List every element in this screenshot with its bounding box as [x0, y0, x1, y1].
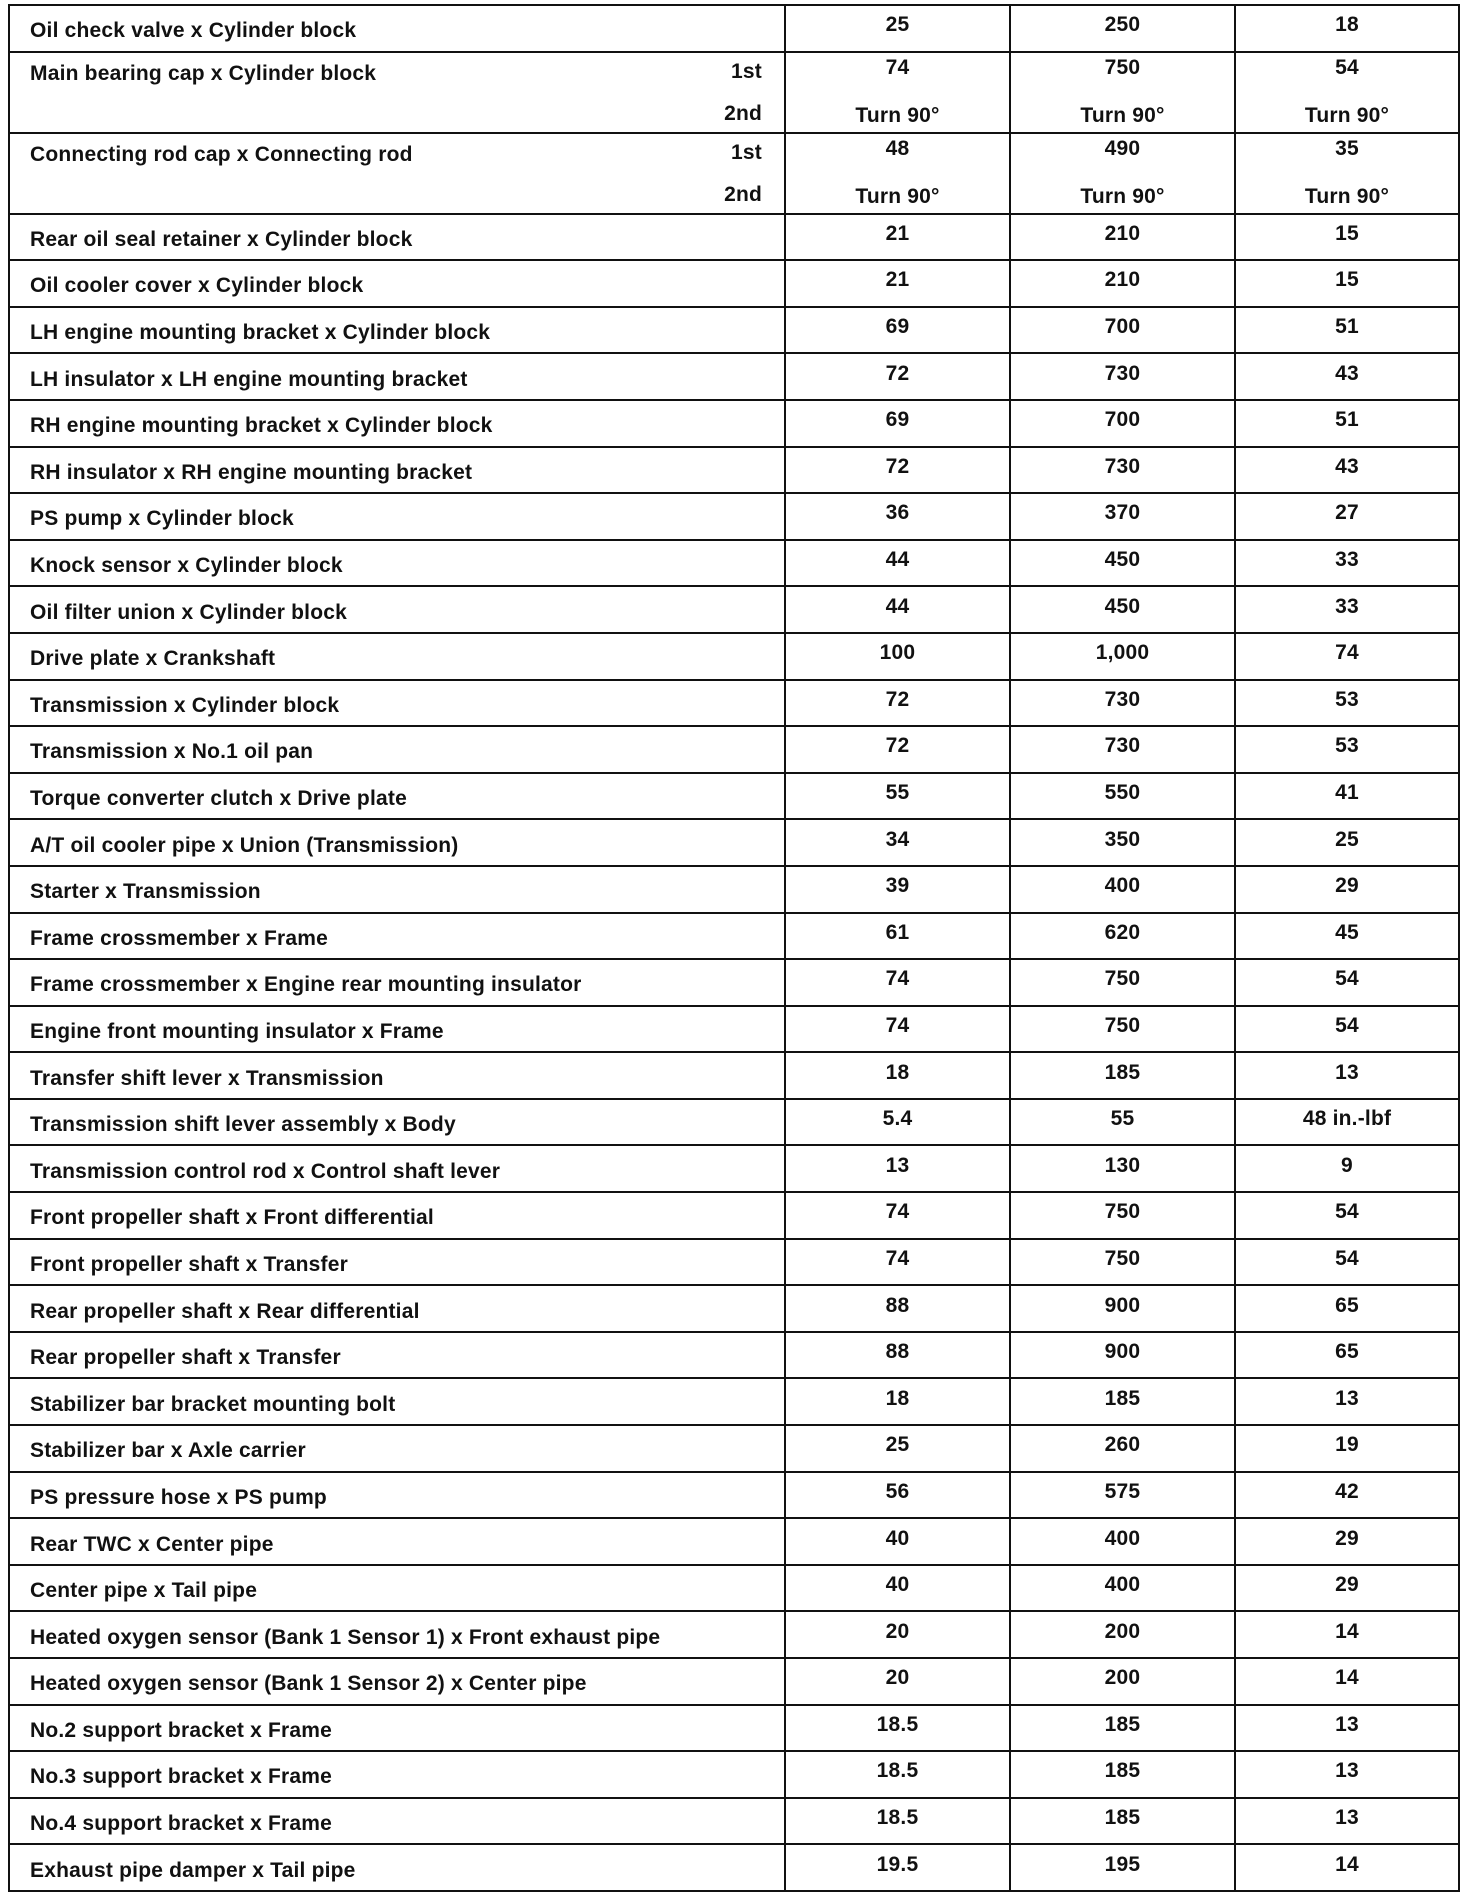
torque-ft-lbf-cell: 45	[1235, 913, 1459, 960]
torque-nm-cell	[785, 52, 1010, 133]
part-name-cell: Transmission shift lever assembly x Body	[9, 1099, 785, 1146]
table-row	[9, 866, 1459, 913]
table-row	[9, 1844, 1459, 1891]
table-row	[9, 1658, 1459, 1705]
part-name-cell: LH insulator x LH engine mounting bracket	[9, 353, 785, 400]
torque-ft-lbf-cell: 65	[1235, 1332, 1459, 1379]
part-name-cell: RH engine mounting bracket x Cylinder block	[9, 400, 785, 447]
torque-ft-lbf-cell: 13	[1235, 1052, 1459, 1099]
torque-nm-cell: 72	[785, 353, 1010, 400]
torque-kgf-cm-cell: 400	[1010, 1518, 1235, 1565]
torque-nm-cell: 19.5	[785, 1844, 1010, 1891]
torque-kgf-cm-cell: 185	[1010, 1798, 1235, 1845]
torque-kgf-cm-cell: 700	[1010, 307, 1235, 354]
step-values	[1011, 56, 1234, 128]
table-row	[9, 5, 1459, 52]
torque-ft-lbf-cell: 13	[1235, 1798, 1459, 1845]
table-row	[9, 214, 1459, 261]
torque-nm-cell: 13	[785, 1145, 1010, 1192]
table-row	[9, 52, 1459, 133]
torque-table-body	[9, 5, 1459, 1891]
torque-ft-lbf-cell: 13	[1235, 1705, 1459, 1752]
torque-nm-cell: 34	[785, 819, 1010, 866]
torque-kgf-cm-cell: 185	[1010, 1705, 1235, 1752]
step-value: 35	[1335, 137, 1359, 161]
tightening-steps	[724, 56, 784, 128]
part-name-cell: Stabilizer bar bracket mounting bolt	[9, 1378, 785, 1425]
part-name-cell: Heated oxygen sensor (Bank 1 Sensor 2) x Center pipe	[9, 1658, 785, 1705]
part-name-cell: Oil cooler cover x Cylinder block	[9, 260, 785, 307]
part-name-cell: Knock sensor x Cylinder block	[9, 540, 785, 587]
table-row	[9, 586, 1459, 633]
torque-nm-cell: 40	[785, 1518, 1010, 1565]
step-values	[1011, 137, 1234, 209]
torque-ft-lbf-cell: 43	[1235, 353, 1459, 400]
torque-kgf-cm-cell: 750	[1010, 1239, 1235, 1286]
torque-nm-cell: 74	[785, 1192, 1010, 1239]
part-name-wrap	[30, 137, 784, 209]
torque-nm-cell: 61	[785, 913, 1010, 960]
torque-nm-cell: 44	[785, 540, 1010, 587]
table-row	[9, 1472, 1459, 1519]
torque-ft-lbf-cell: 25	[1235, 819, 1459, 866]
torque-kgf-cm-cell	[1010, 133, 1235, 214]
table-row	[9, 307, 1459, 354]
table-row	[9, 1192, 1459, 1239]
step-values	[786, 56, 1009, 128]
torque-nm-cell: 74	[785, 1006, 1010, 1053]
torque-kgf-cm-cell: 575	[1010, 1472, 1235, 1519]
torque-nm-cell: 18	[785, 1378, 1010, 1425]
torque-kgf-cm-cell: 1,000	[1010, 633, 1235, 680]
part-name-cell: Rear propeller shaft x Rear differential	[9, 1285, 785, 1332]
torque-kgf-cm-cell: 750	[1010, 1192, 1235, 1239]
torque-ft-lbf-cell: 13	[1235, 1751, 1459, 1798]
part-name-cell: Frame crossmember x Frame	[9, 913, 785, 960]
torque-ft-lbf-cell: 29	[1235, 1565, 1459, 1612]
step-value: 74	[885, 56, 910, 80]
torque-nm-cell: 56	[785, 1472, 1010, 1519]
table-row	[9, 260, 1459, 307]
part-name-cell: PS pump x Cylinder block	[9, 493, 785, 540]
torque-ft-lbf-cell: 51	[1235, 307, 1459, 354]
torque-ft-lbf-cell: 54	[1235, 1192, 1459, 1239]
torque-ft-lbf-cell: 19	[1235, 1425, 1459, 1472]
torque-ft-lbf-cell: 43	[1235, 447, 1459, 494]
torque-kgf-cm-cell: 250	[1010, 5, 1235, 52]
table-row	[9, 773, 1459, 820]
step-value: 750	[1104, 56, 1141, 80]
part-name-cell: Drive plate x Crankshaft	[9, 633, 785, 680]
table-row	[9, 493, 1459, 540]
table-row	[9, 726, 1459, 773]
torque-kgf-cm-cell: 750	[1010, 1006, 1235, 1053]
torque-kgf-cm-cell: 350	[1010, 819, 1235, 866]
torque-kgf-cm-cell: 400	[1010, 866, 1235, 913]
torque-kgf-cm-cell: 370	[1010, 493, 1235, 540]
step-value: 54	[1335, 56, 1359, 80]
torque-kgf-cm-cell: 200	[1010, 1658, 1235, 1705]
table-row	[9, 680, 1459, 727]
torque-nm-cell: 88	[785, 1285, 1010, 1332]
part-name-cell: No.3 support bracket x Frame	[9, 1751, 785, 1798]
table-row	[9, 1798, 1459, 1845]
step-value: Turn 90°	[1304, 185, 1390, 209]
torque-nm-cell: 74	[785, 959, 1010, 1006]
torque-ft-lbf-cell: 33	[1235, 540, 1459, 587]
torque-nm-cell: 44	[785, 586, 1010, 633]
part-name-cell: Engine front mounting insulator x Frame	[9, 1006, 785, 1053]
torque-ft-lbf-cell: 53	[1235, 680, 1459, 727]
torque-nm-cell: 25	[785, 5, 1010, 52]
part-name-cell	[9, 133, 785, 214]
torque-ft-lbf-cell: 54	[1235, 959, 1459, 1006]
table-row	[9, 913, 1459, 960]
table-row	[9, 633, 1459, 680]
torque-nm-cell: 21	[785, 260, 1010, 307]
torque-kgf-cm-cell: 900	[1010, 1332, 1235, 1379]
step-values	[786, 137, 1009, 209]
torque-kgf-cm-cell: 185	[1010, 1378, 1235, 1425]
torque-kgf-cm-cell: 400	[1010, 1565, 1235, 1612]
torque-ft-lbf-cell	[1235, 133, 1459, 214]
torque-kgf-cm-cell: 730	[1010, 680, 1235, 727]
torque-kgf-cm-cell: 750	[1010, 959, 1235, 1006]
torque-kgf-cm-cell: 550	[1010, 773, 1235, 820]
torque-ft-lbf-cell: 15	[1235, 260, 1459, 307]
table-row	[9, 1611, 1459, 1658]
torque-ft-lbf-cell: 41	[1235, 773, 1459, 820]
table-row	[9, 1565, 1459, 1612]
part-name-cell: Center pipe x Tail pipe	[9, 1565, 785, 1612]
part-name-cell: Transmission control rod x Control shaft lever	[9, 1145, 785, 1192]
torque-kgf-cm-cell: 450	[1010, 586, 1235, 633]
torque-kgf-cm-cell: 730	[1010, 353, 1235, 400]
part-name-cell: Front propeller shaft x Front differential	[9, 1192, 785, 1239]
torque-ft-lbf-cell: 54	[1235, 1239, 1459, 1286]
torque-nm-cell: 25	[785, 1425, 1010, 1472]
torque-kgf-cm-cell: 730	[1010, 726, 1235, 773]
torque-nm-cell: 100	[785, 633, 1010, 680]
torque-kgf-cm-cell: 450	[1010, 540, 1235, 587]
step-value: Turn 90°	[1080, 185, 1165, 209]
step-values	[1236, 137, 1458, 209]
torque-kgf-cm-cell: 210	[1010, 214, 1235, 261]
part-name-cell: Torque converter clutch x Drive plate	[9, 773, 785, 820]
torque-nm-cell: 36	[785, 493, 1010, 540]
part-name-cell	[9, 52, 785, 133]
table-row	[9, 1006, 1459, 1053]
part-name-cell: Rear TWC x Center pipe	[9, 1518, 785, 1565]
part-name-cell: RH insulator x RH engine mounting bracket	[9, 447, 785, 494]
torque-ft-lbf-cell: 54	[1235, 1006, 1459, 1053]
part-name-cell: Transmission x Cylinder block	[9, 680, 785, 727]
torque-ft-lbf-cell: 74	[1235, 633, 1459, 680]
part-name-cell: Heated oxygen sensor (Bank 1 Sensor 1) x Front exhaust pipe	[9, 1611, 785, 1658]
torque-nm-cell: 5.4	[785, 1099, 1010, 1146]
torque-ft-lbf-cell: 65	[1235, 1285, 1459, 1332]
step-value: Turn 90°	[1080, 104, 1165, 128]
torque-nm-cell: 72	[785, 447, 1010, 494]
table-row	[9, 400, 1459, 447]
table-row	[9, 1332, 1459, 1379]
part-name-cell: Starter x Transmission	[9, 866, 785, 913]
torque-ft-lbf-cell: 15	[1235, 214, 1459, 261]
part-name-cell: Stabilizer bar x Axle carrier	[9, 1425, 785, 1472]
torque-nm-cell: 18.5	[785, 1705, 1010, 1752]
part-name-cell: PS pressure hose x PS pump	[9, 1472, 785, 1519]
torque-ft-lbf-cell: 48 in.-lbf	[1235, 1099, 1459, 1146]
part-name-cell: A/T oil cooler pipe x Union (Transmission)	[9, 819, 785, 866]
part-name-cell: Exhaust pipe damper x Tail pipe	[9, 1844, 785, 1891]
torque-ft-lbf-cell: 14	[1235, 1611, 1459, 1658]
torque-nm-cell: 39	[785, 866, 1010, 913]
part-name: Connecting rod cap x Connecting rod	[30, 143, 413, 167]
torque-nm-cell	[785, 133, 1010, 214]
torque-ft-lbf-cell: 51	[1235, 400, 1459, 447]
tightening-steps	[724, 137, 784, 209]
step-value: 490	[1104, 137, 1141, 161]
tightening-step-label: 1st	[731, 60, 762, 84]
table-row	[9, 540, 1459, 587]
table-row	[9, 1145, 1459, 1192]
torque-kgf-cm-cell: 195	[1010, 1844, 1235, 1891]
step-value: Turn 90°	[855, 185, 940, 209]
torque-ft-lbf-cell: 29	[1235, 1518, 1459, 1565]
torque-kgf-cm-cell: 730	[1010, 447, 1235, 494]
torque-nm-cell: 21	[785, 214, 1010, 261]
part-name-cell: No.4 support bracket x Frame	[9, 1798, 785, 1845]
torque-table	[8, 4, 1460, 1892]
table-row	[9, 353, 1459, 400]
part-name-cell: LH engine mounting bracket x Cylinder block	[9, 307, 785, 354]
torque-nm-cell: 88	[785, 1332, 1010, 1379]
torque-ft-lbf-cell: 18	[1235, 5, 1459, 52]
torque-kgf-cm-cell: 185	[1010, 1751, 1235, 1798]
table-row	[9, 819, 1459, 866]
step-value: 48	[885, 137, 910, 161]
torque-ft-lbf-cell: 27	[1235, 493, 1459, 540]
table-row	[9, 1378, 1459, 1425]
torque-ft-lbf-cell: 14	[1235, 1844, 1459, 1891]
torque-ft-lbf-cell: 42	[1235, 1472, 1459, 1519]
torque-nm-cell: 74	[785, 1239, 1010, 1286]
table-row	[9, 1518, 1459, 1565]
step-values	[1236, 56, 1458, 128]
table-row	[9, 959, 1459, 1006]
torque-kgf-cm-cell: 700	[1010, 400, 1235, 447]
torque-ft-lbf-cell: 53	[1235, 726, 1459, 773]
torque-kgf-cm-cell: 260	[1010, 1425, 1235, 1472]
table-row	[9, 1052, 1459, 1099]
table-row	[9, 447, 1459, 494]
torque-nm-cell: 69	[785, 400, 1010, 447]
torque-kgf-cm-cell: 130	[1010, 1145, 1235, 1192]
torque-ft-lbf-cell: 13	[1235, 1378, 1459, 1425]
torque-kgf-cm-cell: 210	[1010, 260, 1235, 307]
torque-kgf-cm-cell: 620	[1010, 913, 1235, 960]
torque-nm-cell: 69	[785, 307, 1010, 354]
part-name: Main bearing cap x Cylinder block	[30, 62, 377, 86]
step-value: Turn 90°	[1304, 104, 1390, 128]
torque-ft-lbf-cell: 29	[1235, 866, 1459, 913]
part-name-cell: Transmission x No.1 oil pan	[9, 726, 785, 773]
torque-nm-cell: 72	[785, 726, 1010, 773]
torque-spec-sheet	[8, 4, 1458, 1892]
torque-nm-cell: 20	[785, 1658, 1010, 1705]
torque-nm-cell: 55	[785, 773, 1010, 820]
torque-kgf-cm-cell: 185	[1010, 1052, 1235, 1099]
part-name-cell: Frame crossmember x Engine rear mounting insulator	[9, 959, 785, 1006]
torque-nm-cell: 20	[785, 1611, 1010, 1658]
table-row	[9, 1239, 1459, 1286]
torque-nm-cell: 18.5	[785, 1751, 1010, 1798]
tightening-step-label: 1st	[731, 141, 762, 165]
torque-kgf-cm-cell: 900	[1010, 1285, 1235, 1332]
part-name-cell: Front propeller shaft x Transfer	[9, 1239, 785, 1286]
part-name-cell: Oil filter union x Cylinder block	[9, 586, 785, 633]
part-name-wrap	[30, 56, 784, 128]
torque-ft-lbf-cell: 9	[1235, 1145, 1459, 1192]
torque-nm-cell: 18.5	[785, 1798, 1010, 1845]
torque-kgf-cm-cell: 55	[1010, 1099, 1235, 1146]
part-name-cell: Rear oil seal retainer x Cylinder block	[9, 214, 785, 261]
tightening-step-label: 2nd	[724, 102, 762, 126]
part-name-cell: Rear propeller shaft x Transfer	[9, 1332, 785, 1379]
torque-nm-cell: 18	[785, 1052, 1010, 1099]
table-row	[9, 133, 1459, 214]
table-row	[9, 1705, 1459, 1752]
torque-kgf-cm-cell: 200	[1010, 1611, 1235, 1658]
torque-ft-lbf-cell: 33	[1235, 586, 1459, 633]
table-row	[9, 1425, 1459, 1472]
part-name-cell: Transfer shift lever x Transmission	[9, 1052, 785, 1099]
step-value: Turn 90°	[855, 104, 940, 128]
part-name-cell: Oil check valve x Cylinder block	[9, 5, 785, 52]
torque-ft-lbf-cell	[1235, 52, 1459, 133]
table-row	[9, 1751, 1459, 1798]
part-name-cell: No.2 support bracket x Frame	[9, 1705, 785, 1752]
torque-kgf-cm-cell	[1010, 52, 1235, 133]
torque-nm-cell: 40	[785, 1565, 1010, 1612]
table-row	[9, 1099, 1459, 1146]
torque-ft-lbf-cell: 14	[1235, 1658, 1459, 1705]
table-row	[9, 1285, 1459, 1332]
torque-nm-cell: 72	[785, 680, 1010, 727]
tightening-step-label: 2nd	[724, 183, 762, 207]
